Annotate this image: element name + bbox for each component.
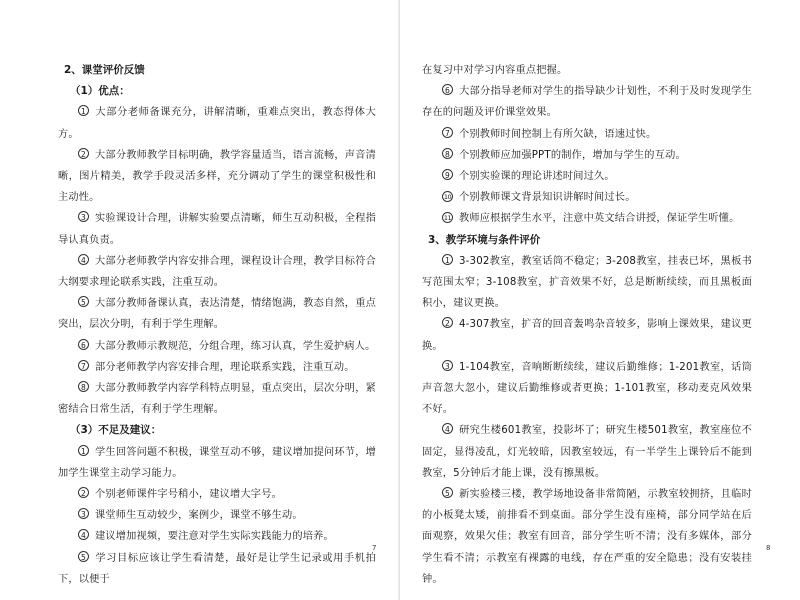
shortcomings-title: （3）不足及建议： [70, 424, 162, 437]
list-item [58, 336, 376, 357]
item-text: 新实验楼三楼，教学场地设备非常简陋，示教室较拥挤，且临时的小板凳太矮，前排看不到桌面。部分学生没有座椅，部分同学站在后面观察，效果欠佳；教室有回音，部分学生听不清；没有多媒体，部分学生看不清；示教室有裸露的电线，存在严重的安全隐患；没有安装挂钟。 [422, 489, 752, 585]
circled-number: 5 [78, 296, 89, 307]
list-item [422, 357, 752, 421]
env-title: 3、教学环境与条件评价 [428, 233, 541, 246]
item-text: 研究生楼601教室，投影坏了；研究生楼501教室，教室座位不固定，显得凌乱，灯光较暗，因教室较远，有一半学生上课铃后不能到教室，5分钟后才能上课，没有擦黑板。 [422, 425, 752, 479]
list-item [422, 166, 752, 187]
item-text: 4-307教室，扩音的回音轰鸣杂音较多，影响上课效果，建议更换。 [422, 319, 752, 352]
list-item [58, 484, 376, 505]
circled-number: 7 [442, 127, 453, 138]
item-text: 大部分教师示教规范，分组合理，练习认真，学生爱护病人。 [95, 340, 376, 352]
circled-number: 6 [78, 339, 89, 350]
circled-number: 7 [78, 360, 89, 371]
circled-number: 11 [443, 214, 452, 223]
circled-number: 2 [78, 487, 89, 498]
item-text: 大部分指导老师对学生的指导缺少计划性，不利于及时发现学生存在的问题及评价课堂效果。 [422, 86, 752, 119]
item-text: 学生回答问题不积极，课堂互动不够，建议增加提问环节，增加学生课堂主动学习能力。 [58, 446, 376, 479]
item-text: 学习目标应该让学生看清楚，最好是让学生记录或用手机拍下，以便于 [58, 552, 376, 585]
shortcomings-list [58, 442, 376, 590]
item-text: 个别实验课的理论讲述时间过久。 [459, 171, 615, 183]
item-text: 大部分教师教学内容学科特点明显，重点突出，层次分明，紧密结合日常生活，有利于学生理解。 [58, 383, 376, 416]
list-item [58, 378, 376, 420]
circled-number: 4 [78, 254, 89, 265]
circled-number: 8 [442, 148, 453, 159]
list-item [422, 420, 752, 484]
item-text: 部分老师教学内容安排合理，理论联系实践，注重互动。 [95, 361, 355, 373]
list-item [422, 81, 752, 123]
list-item [422, 187, 752, 208]
item-text: 建议增加视频，要注意对学生实际实践能力的培养。 [95, 531, 334, 543]
circled-number: 3 [442, 360, 453, 371]
list-item [422, 124, 752, 145]
item-text: 3-302教室，教室话筒不稳定；3-208教室，挂表已坏，黑板书写范围太窄；3-108教室，扩音效果不好，总是断断续续，而且黑板面积小，建议更换。 [422, 255, 752, 310]
circled-number: 1 [78, 445, 89, 456]
list-item [58, 505, 376, 526]
list-item [422, 484, 752, 590]
list-item [58, 548, 376, 590]
list-item [58, 526, 376, 547]
page-right [400, 0, 800, 600]
item-text: 大部分老师备课充分，讲解清晰，重难点突出，教态得体大方。 [58, 107, 376, 140]
circled-number: 6 [442, 84, 453, 95]
list-item [58, 145, 376, 209]
item-text: 大部分老师教学内容安排合理，课程设计合理，教学目标符合大纲要求理论联系实践，注重互动。 [58, 255, 376, 289]
list-item [422, 251, 752, 315]
item-text: 个别教师课文背景知识讲解时间过长。 [459, 192, 636, 204]
circled-number: 5 [442, 487, 453, 498]
list-item [58, 442, 376, 484]
merits-title: （1）优点： [70, 85, 130, 98]
continued-text: 在复习中对学习内容重点把握。 [422, 65, 568, 76]
circled-number: 4 [78, 529, 89, 540]
circled-number: 2 [442, 317, 453, 328]
list-item [422, 145, 752, 166]
circled-number: 2 [78, 148, 89, 159]
merits-list [58, 102, 376, 420]
list-item [58, 251, 376, 293]
item-text: 个别教师应加强PPT的制作，增加与学生的互动。 [459, 149, 686, 161]
circled-number: 1 [442, 254, 453, 265]
circled-number: 1 [78, 105, 89, 116]
item-text: 教师应根据学生水平，注意中英文结合讲授，保证学生听懂。 [459, 213, 740, 225]
list-item [58, 357, 376, 378]
page-number: 8 [766, 544, 771, 552]
list-item [58, 102, 376, 144]
item-text: 个别教师时间控制上有所欠缺，语速过快。 [459, 128, 657, 140]
circled-number: 10 [443, 193, 452, 202]
item-text: 课堂师生互动较少，案例少，课堂不够生动。 [95, 510, 303, 522]
list-item [422, 314, 752, 356]
page-right-content [422, 60, 752, 590]
shortcomings-list-continued [422, 81, 752, 229]
page-left-content [58, 60, 376, 590]
circled-number: 4 [442, 423, 453, 434]
section-title: 2、课堂评价反馈 [64, 64, 145, 76]
circled-number: 5 [78, 551, 89, 562]
circled-number: 8 [78, 381, 89, 392]
item-text: 个别老师课件字号稍小，建议增大字号。 [95, 489, 282, 501]
item-text: 实验课设计合理，讲解实验要点清晰，师生互动积极，全程指导认真负责。 [58, 213, 376, 246]
list-item [422, 208, 752, 229]
circled-number: 9 [442, 169, 453, 180]
circled-number: 3 [78, 211, 89, 222]
circled-number: 3 [78, 508, 89, 519]
item-text: 1-104教室，音响断断续续，建议后勤维修；1-201教室，话筒声音忽大忽小，建议后勤维修或者更换；1-101教室，移动麦克风效果不好。 [422, 361, 752, 416]
item-text: 大部分教师教学目标明确，教学容量适当，语言流畅，声音清晰，图片精美，教学手段灵活多样，充分调动了学生的课堂积极性和主动性。 [58, 149, 376, 204]
page-number: 7 [372, 544, 377, 552]
env-list [422, 251, 752, 590]
item-text: 大部分教师备课认真，表达清楚，情绪饱满，教态自然，重点突出，层次分明，有利于学生理解。 [58, 298, 376, 331]
list-item [58, 208, 376, 250]
list-item [58, 293, 376, 335]
